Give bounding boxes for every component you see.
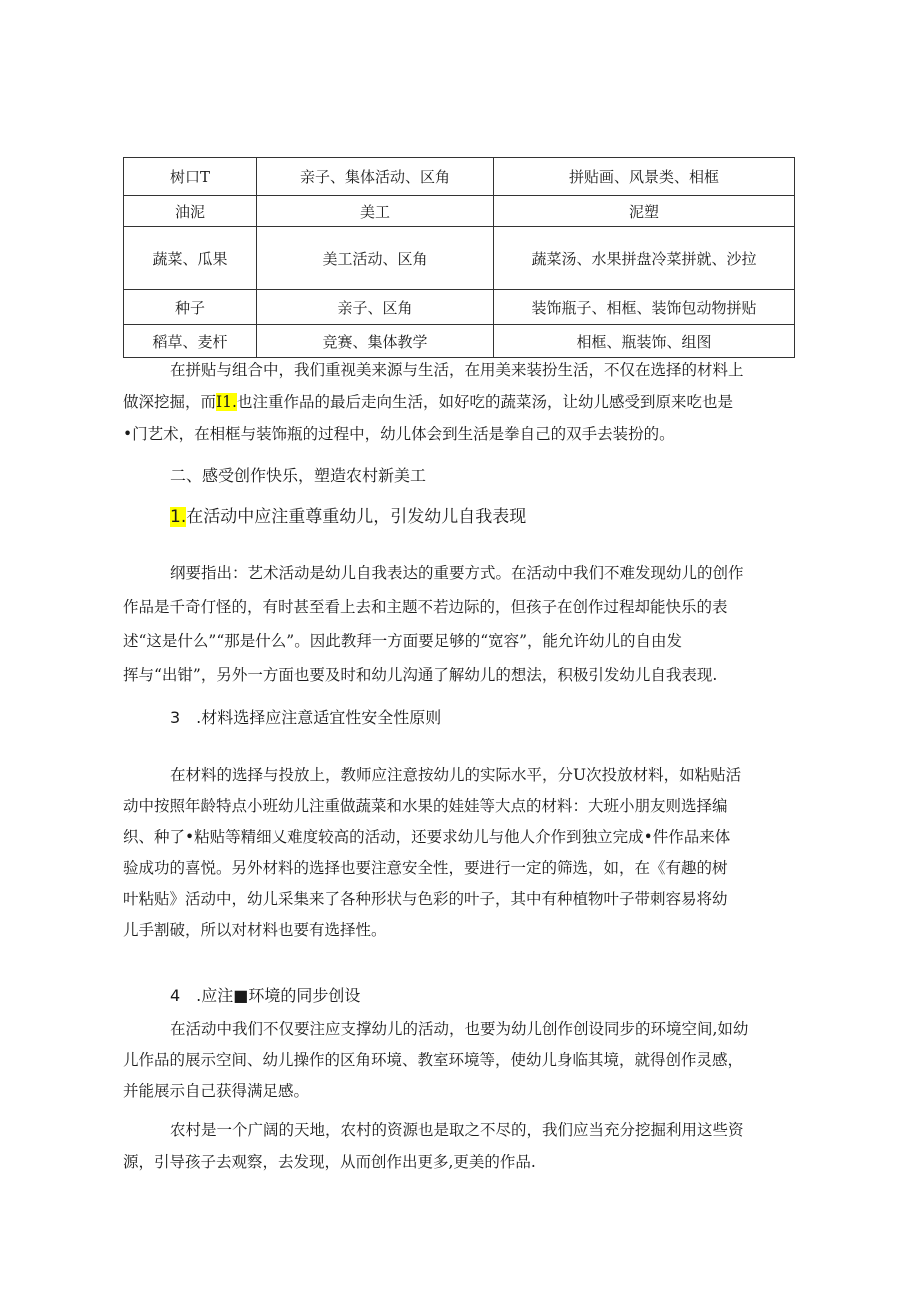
text-line: 动中按照年龄特点小班幼儿注重做蔬菜和水果的娃娃等大点的材料：大班小朋友则选择编 [123, 797, 728, 815]
paragraph-outline [123, 556, 794, 692]
subsection-heading-4: 4 .应注■环境的同步创设 [170, 986, 361, 1005]
table-cell-activity: 美工 [257, 196, 494, 227]
table-cell-material: 树口T [124, 158, 257, 196]
text-line: 述“这是什么”“那是什么”。因此教拜一方面要足够的“宽容”，能允许幼儿的自由发 [123, 632, 683, 650]
text-line: 在拼贴与组合中，我们重视美来源与生活，在用美来装扮生活，不仅在选择的材料上 [170, 361, 744, 379]
table-row [124, 290, 795, 325]
subsection-title: 在活动中应注重尊重幼儿，引发幼儿自我表现 [186, 507, 527, 527]
text-line: 农村是一个广阔的天地，农村的资源也是取之不尽的，我们应当充分挖掘利用这些资 [170, 1121, 744, 1139]
text-line: 在材料的选择与投放上，教师应注意按幼儿的实际水平，分U次投放材料，如粘贴活 [170, 766, 742, 784]
text-line: 儿作品的展示空间、幼儿操作的区角环境、教室环境等，使幼儿身临其境，就得创作灵感， [123, 1051, 744, 1069]
table-row [124, 196, 795, 227]
table-cell-material: 油泥 [124, 196, 257, 227]
paragraph-conclusion [123, 1114, 794, 1178]
table-row [124, 227, 795, 290]
materials-table [123, 157, 795, 358]
table-row [124, 158, 795, 196]
table-cell-works: 相框、瓶装饰、组图 [494, 325, 795, 358]
table-cell-works: 泥塑 [494, 196, 795, 227]
text-line: 并能展示自己获得满足感。 [123, 1082, 310, 1100]
subsection-number: 1. [170, 507, 187, 527]
highlight-mark: I1. [216, 393, 237, 411]
subsection-heading-3: 3 .材料选择应注意适宜性安全性原则 [170, 708, 442, 727]
table-row [124, 325, 795, 358]
text-line: 儿手割破，所以对材料也要有选择性。 [123, 921, 387, 939]
paragraph-materials [123, 760, 794, 946]
table-cell-works: 装饰瓶子、相框、装饰包动物拼贴 [494, 290, 795, 325]
text-line: 纲要指出：艺术活动是幼儿自我表达的重要方式。在活动中我们不难发现幼儿的创作 [170, 564, 744, 582]
text-line: 叶粘贴》活动中，幼儿采集来了各种形状与色彩的叶子，其中有种植物叶子带刺容易将幼 [123, 890, 728, 908]
text-line [123, 386, 794, 418]
text-line: 在活动中我们不仅要注应支撑幼儿的活动，也要为幼儿创作创设同步的环境空间,如幼 [170, 1020, 749, 1038]
text-line: 作品是千奇仃怪的，有时甚至看上去和主题不若边际的，但孩子在创作过程却能快乐的表 [123, 598, 728, 616]
table-cell-activity: 亲子、集体活动、区角 [257, 158, 494, 196]
table-cell-activity: 美工活动、区角 [257, 227, 494, 290]
table-cell-activity: 亲子、区角 [257, 290, 494, 325]
paragraph-collage [123, 354, 794, 450]
section-heading: 二、感受创作快乐，塑造农村新美工 [170, 466, 427, 485]
text-line: 挥与“出钳”，另外一方面也要及时和幼儿沟通了解幼儿的想法，积极引发幼儿自我表现. [123, 666, 718, 684]
text-segment: 做深挖掘，而 [123, 393, 217, 411]
table-cell-works: 拼贴画、风景类、相框 [494, 158, 795, 196]
paragraph-environment [123, 1014, 794, 1107]
table-cell-works: 蔬菜汤、水果拼盘冷菜拼就、沙拉 [494, 227, 795, 290]
text-line: 织、种了•粘贴等精细乂难度较高的活动，还要求幼儿与他人介作到独立完成•件作品来体 [123, 828, 731, 846]
text-line: 源，引导孩子去观察，去发现，从而创作出更多,更美的作品. [123, 1153, 536, 1171]
table-cell-material: 稻草、麦杆 [124, 325, 257, 358]
text-line: •门艺术，在相框与装饰瓶的过程中，幼儿体会到生活是拳自己的双手去装扮的。 [123, 425, 675, 443]
text-line: 验成功的喜悦。另外材料的选择也要注意安全性，要进行一定的筛选，如，在《有趣的树 [123, 859, 728, 877]
subsection-heading-1 [123, 503, 794, 531]
text-segment: 也注重作品的最后走向生活，如好吃的蔬菜汤，让幼儿感受到原来吃也是 [236, 393, 733, 411]
table-cell-material: 种子 [124, 290, 257, 325]
table-cell-material: 蔬菜、瓜果 [124, 227, 257, 290]
table-cell-activity: 竞赛、集体教学 [257, 325, 494, 358]
